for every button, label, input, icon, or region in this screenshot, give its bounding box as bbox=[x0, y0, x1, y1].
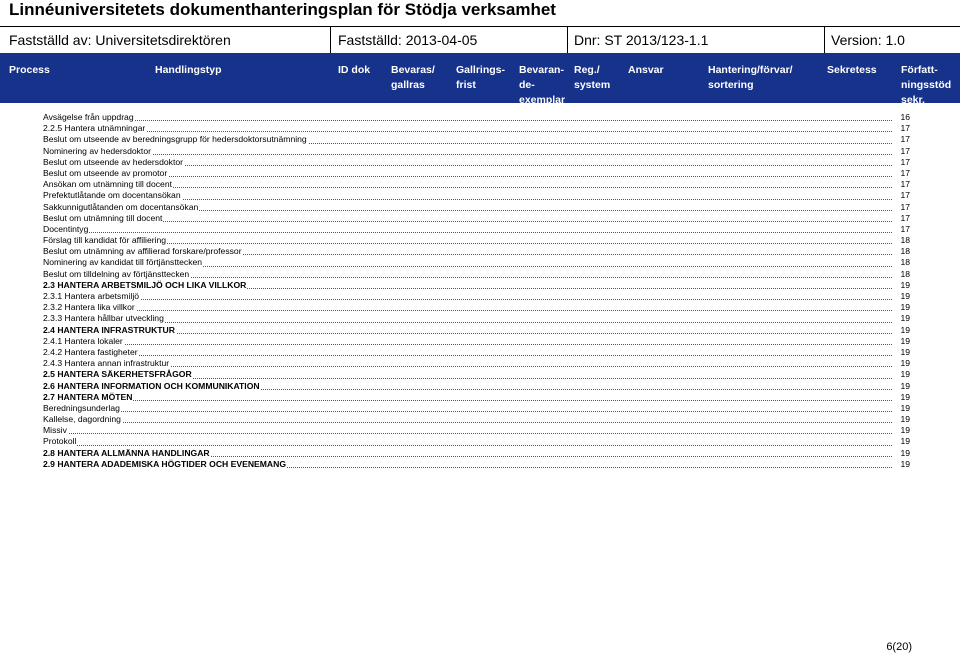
dot-leader bbox=[43, 243, 892, 244]
toc-entry[interactable] bbox=[43, 448, 910, 459]
toc-entry-page: 19 bbox=[900, 335, 910, 346]
toc-entry[interactable] bbox=[43, 168, 910, 179]
column-header-registry-system: Reg./ system bbox=[574, 64, 611, 91]
dot-leader bbox=[43, 355, 892, 356]
toc-entry[interactable] bbox=[43, 392, 910, 403]
toc-entry-label: Beslut om utseende av hedersdoktor bbox=[43, 156, 183, 167]
divider bbox=[824, 27, 825, 53]
toc-entry-page: 19 bbox=[900, 458, 910, 469]
toc-entry-page: 19 bbox=[900, 324, 910, 335]
toc-entry[interactable] bbox=[43, 325, 910, 336]
column-header-preserved-copy: Bevaran- de- exemplar bbox=[519, 64, 566, 106]
toc-entry-label: 2.3.3 Hantera hållbar utveckling bbox=[43, 313, 164, 324]
toc-entry-page: 18 bbox=[900, 235, 910, 246]
toc-entry-label: Sakkunnigutlåtanden om docentansökan bbox=[43, 201, 199, 212]
toc-entry[interactable] bbox=[43, 436, 910, 447]
toc-entry-label: 2.6 HANTERA INFORMATION OCH KOMMUNIKATION bbox=[43, 380, 260, 391]
toc-entry-label: Avsägelse från uppdrag bbox=[43, 112, 134, 122]
toc-entry[interactable] bbox=[43, 213, 910, 224]
toc-entry-page: 17 bbox=[900, 167, 910, 178]
toc-entry-label: Beslut om utnämning till docent bbox=[43, 212, 163, 223]
dot-leader bbox=[43, 310, 892, 311]
column-header-responsible: Ansvar bbox=[628, 64, 664, 76]
dot-leader bbox=[43, 221, 892, 222]
divider bbox=[567, 27, 568, 53]
toc-entry[interactable] bbox=[43, 246, 910, 257]
registration-number: Dnr: ST 2013/123-1.1 bbox=[574, 32, 709, 48]
toc-entry-page: 19 bbox=[900, 302, 910, 313]
dot-leader bbox=[43, 400, 892, 401]
column-header-legal-basis: Författ- ningsstöd sekr. bbox=[901, 64, 952, 106]
toc-entry-label: Förslag till kandidat för affiliering bbox=[43, 235, 167, 246]
toc-entry-page: 19 bbox=[900, 391, 910, 402]
dot-leader bbox=[43, 322, 892, 323]
toc-entry-page: 17 bbox=[900, 223, 910, 234]
toc-entry-label: Beslut om utseende av promotor bbox=[43, 167, 168, 178]
toc-entry[interactable] bbox=[43, 134, 910, 145]
toc-entry-label: Nominering av kandidat till förtjänsttecken bbox=[43, 257, 203, 268]
toc-entry-page: 18 bbox=[900, 246, 910, 257]
toc-entry[interactable] bbox=[43, 425, 910, 436]
toc-entry-label: 2.5 HANTERA SÄKERHETSFRÅGOR bbox=[43, 369, 192, 380]
toc-entry-label: Kallelse, dagordning bbox=[43, 414, 121, 425]
dot-leader bbox=[43, 411, 892, 412]
toc-entry-label: Prefektutlåtande om docentansökan bbox=[43, 190, 181, 201]
column-header-document-type: Handlingstyp bbox=[155, 64, 222, 76]
column-header-keep-discard: Bevaras/ gallras bbox=[391, 64, 435, 91]
toc-entry[interactable] bbox=[43, 302, 910, 313]
toc-entry-page: 19 bbox=[900, 346, 910, 357]
toc-entry-page: 17 bbox=[900, 156, 910, 167]
toc-entry-page: 17 bbox=[900, 212, 910, 223]
toc-entry[interactable] bbox=[43, 179, 910, 190]
toc-entry[interactable] bbox=[43, 157, 910, 168]
toc-entry-page: 18 bbox=[900, 257, 910, 268]
toc-entry[interactable] bbox=[43, 336, 910, 347]
dot-leader bbox=[43, 344, 892, 345]
toc-entry[interactable] bbox=[43, 224, 910, 235]
toc-entry-label: 2.3.1 Hantera arbetsmiljö bbox=[43, 291, 140, 301]
toc-entry-label: 2.4.3 Hantera annan infrastruktur bbox=[43, 358, 170, 369]
toc-entry-label: Nominering av hedersdoktor bbox=[43, 145, 151, 156]
toc-entry-label: 2.4.1 Hantera lokaler bbox=[43, 335, 123, 346]
toc-entry-page: 17 bbox=[900, 201, 910, 212]
toc-entry[interactable] bbox=[43, 280, 910, 291]
toc-entry-label: Beredningsunderlag bbox=[43, 402, 120, 413]
toc-entry-label: Protokoll bbox=[43, 436, 77, 447]
toc-entry-label: Ansökan om utnämning till docent bbox=[43, 179, 172, 190]
version: Version: 1.0 bbox=[831, 32, 905, 48]
toc-entry-label: 2.3.2 Hantera lika villkor bbox=[43, 302, 135, 313]
dot-leader bbox=[43, 299, 892, 300]
toc-entry-page: 19 bbox=[900, 447, 910, 458]
toc-entry[interactable] bbox=[43, 146, 910, 157]
toc-entry-page: 17 bbox=[900, 145, 910, 156]
toc-entry[interactable] bbox=[43, 257, 910, 268]
toc-entry-label: 2.7 HANTERA MÖTEN bbox=[43, 391, 133, 402]
established-date: Fastställd: 2013-04-05 bbox=[338, 32, 478, 48]
toc-entry-label: 2.8 HANTERA ALLMÄNNA HANDLINGAR bbox=[43, 447, 210, 458]
toc-entry-page: 19 bbox=[900, 369, 910, 380]
toc-entry-page: 17 bbox=[900, 190, 910, 201]
toc-entry-page: 18 bbox=[900, 268, 910, 279]
toc-entry[interactable] bbox=[43, 414, 910, 425]
column-header-process: Process bbox=[9, 64, 50, 76]
toc-entry-label: Docentintyg bbox=[43, 223, 89, 234]
toc-entry-page: 19 bbox=[900, 402, 910, 413]
toc-entry-page: 19 bbox=[900, 313, 910, 324]
toc-entry[interactable] bbox=[43, 381, 910, 392]
dot-leader bbox=[43, 445, 892, 446]
toc-entry[interactable] bbox=[43, 403, 910, 414]
column-header-discard-period: Gallrings- frist bbox=[456, 64, 506, 91]
toc-entry[interactable] bbox=[43, 202, 910, 213]
dot-leader bbox=[43, 120, 892, 121]
toc-entry[interactable] bbox=[43, 358, 910, 369]
toc-entry-label: 2.3 HANTERA ARBETSMILJÖ OCH LIKA VILLKOR bbox=[43, 279, 247, 290]
toc-entry[interactable] bbox=[43, 347, 910, 358]
toc-entry-page: 19 bbox=[900, 425, 910, 436]
column-header-confidentiality: Sekretess bbox=[827, 64, 877, 76]
dot-leader bbox=[43, 176, 892, 177]
divider bbox=[330, 27, 331, 53]
toc-entry-page: 16 bbox=[900, 112, 910, 122]
dot-leader bbox=[43, 232, 892, 233]
toc-entry-page: 19 bbox=[900, 414, 910, 425]
dot-leader bbox=[43, 131, 892, 132]
toc-entry[interactable] bbox=[43, 190, 910, 201]
table-of-contents bbox=[43, 112, 910, 470]
toc-entry[interactable] bbox=[43, 369, 910, 380]
toc-entry[interactable] bbox=[43, 313, 910, 324]
toc-entry-page: 17 bbox=[900, 123, 910, 134]
dot-leader bbox=[43, 433, 892, 434]
dot-leader bbox=[43, 154, 892, 155]
toc-entry[interactable] bbox=[43, 269, 910, 280]
toc-entry-page: 19 bbox=[900, 291, 910, 301]
toc-entry[interactable] bbox=[43, 459, 910, 470]
toc-entry-label: 2.4.2 Hantera fastigheter bbox=[43, 346, 138, 357]
column-header-handling: Hantering/förvar/ sortering bbox=[708, 64, 793, 91]
toc-entry-page: 19 bbox=[900, 358, 910, 369]
toc-entry-label: Missiv bbox=[43, 425, 67, 436]
column-header-bar bbox=[0, 53, 960, 106]
toc-entry-label: Beslut om utseende av beredningsgrupp för hedersdoktorsutnämning bbox=[43, 134, 307, 145]
toc-entry-page: 19 bbox=[900, 380, 910, 391]
document-title: Linnéuniversitetets dokumenthanteringsplan för Stödja verksamhet bbox=[9, 0, 556, 19]
dot-leader bbox=[43, 366, 892, 367]
toc-entry[interactable] bbox=[43, 235, 910, 246]
toc-entry[interactable] bbox=[43, 291, 910, 302]
toc-entry-label: Beslut om utnämning av affilierad forskare/professor bbox=[43, 246, 242, 257]
toc-entry-page: 17 bbox=[900, 179, 910, 190]
metadata-bar bbox=[0, 26, 960, 54]
toc-entry-page: 17 bbox=[900, 134, 910, 145]
column-header-id: ID dok bbox=[338, 64, 371, 76]
toc-entry-page: 19 bbox=[900, 279, 910, 290]
toc-entry-label: 2.2.5 Hantera utnämningar bbox=[43, 123, 146, 134]
toc-entry[interactable] bbox=[43, 123, 910, 134]
toc-entry-label: 2.9 HANTERA ADADEMISKA HÖGTIDER OCH EVENEMANG bbox=[43, 458, 287, 469]
page-number: 6(20) bbox=[886, 641, 912, 653]
toc-entry-label: 2.4 HANTERA INFRASTRUKTUR bbox=[43, 324, 175, 335]
dot-leader bbox=[43, 422, 892, 423]
toc-entry[interactable] bbox=[43, 112, 910, 123]
toc-entry-label: Beslut om tilldelning av förtjänsttecken bbox=[43, 268, 190, 279]
toc-entry-page: 19 bbox=[900, 436, 910, 447]
established-by: Fastställd av: Universitetsdirektören bbox=[9, 32, 231, 48]
